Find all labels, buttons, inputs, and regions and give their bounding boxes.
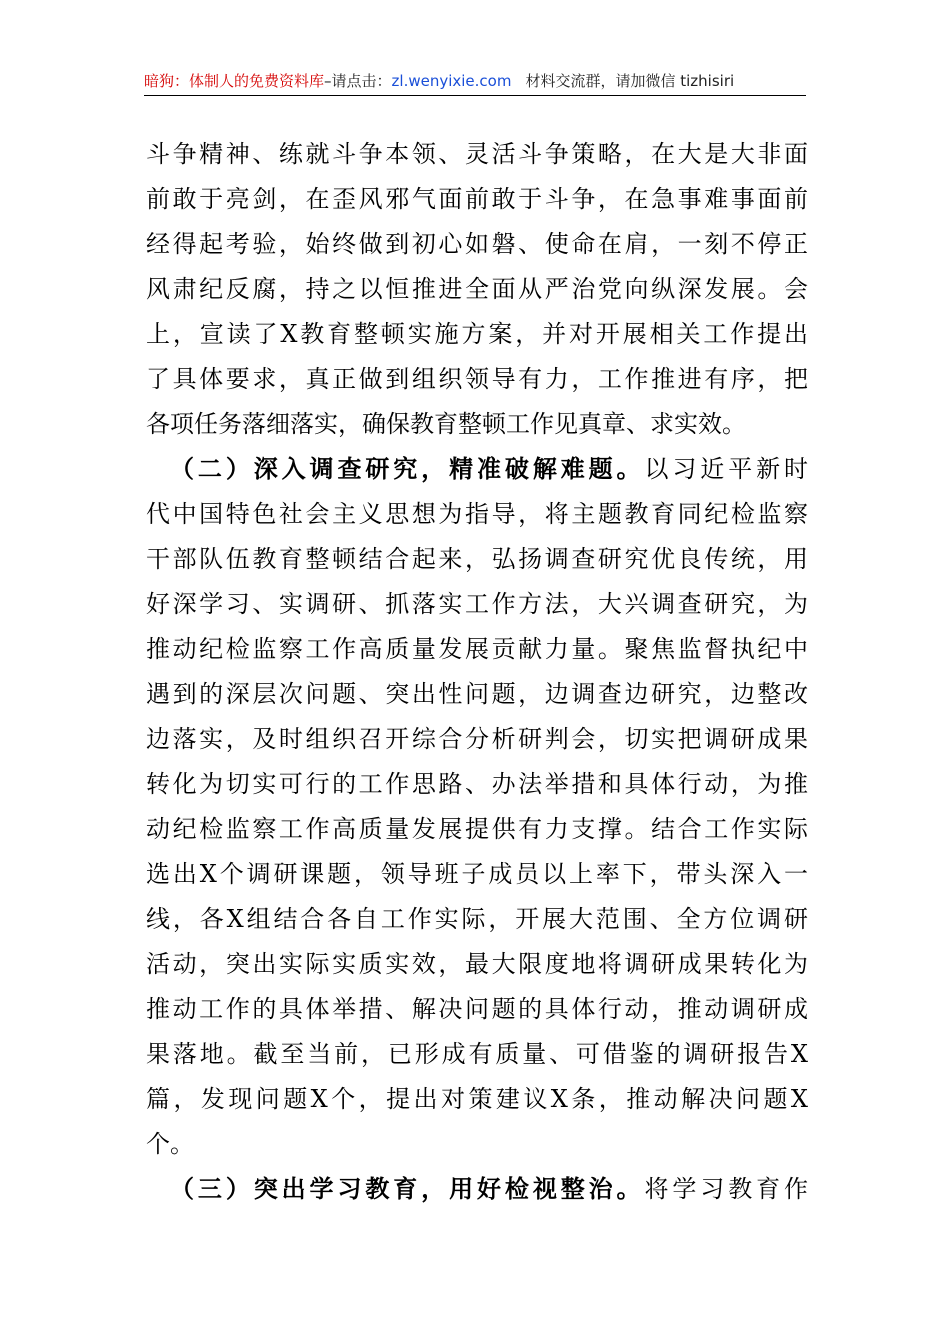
body-line: 各项任务落细落实，确保教育整顿工作见真章、求实效。 bbox=[146, 410, 746, 438]
body-line: 风肃纪反腐，持之以恒推进全面从严治党向纵深发展。会 bbox=[146, 275, 808, 303]
section-2-first-line bbox=[170, 447, 808, 491]
section-3-first-line bbox=[170, 1167, 808, 1211]
document-header bbox=[144, 70, 806, 96]
body-line: 好深学习、实调研、抓落实工作方法，大兴调查研究，为 bbox=[146, 590, 808, 618]
body-line: 活动，突出实际实质实效，最大限度地将调研成果转化为 bbox=[146, 950, 808, 978]
body-line: 干部队伍教育整顿结合起来，弘扬调查研究优良传统，用 bbox=[146, 545, 808, 573]
body-line: 选出X个调研课题，领导班子成员以上率下，带头深入一 bbox=[146, 860, 808, 888]
body-line: 遇到的深层次问题、突出性问题，边调查边研究，边整改 bbox=[146, 680, 808, 708]
body-line: 个。 bbox=[146, 1130, 194, 1158]
body-line: 经得起考验，始终做到初心如磐、使命在肩，一刻不停正 bbox=[146, 230, 808, 258]
section-3-text-start: 将学习教育作 bbox=[644, 1175, 809, 1203]
body-line: 转化为切实可行的工作思路、办法举措和具体行动，为推 bbox=[146, 770, 808, 798]
body-line: 推动纪检监察工作高质量发展贡献力量。聚焦监督执纪中 bbox=[146, 635, 808, 663]
section-3-heading: （三）突出学习教育，用好检视整治。 bbox=[170, 1174, 645, 1203]
site-name: 暗狗：体制人的免费资料库 bbox=[144, 72, 325, 90]
site-url-link[interactable]: zl.wenyixie.com bbox=[391, 72, 512, 90]
body-line: 前敢于亮剑，在歪风邪气面前敢于斗争，在急事难事面前 bbox=[146, 185, 808, 213]
body-line: 推动工作的具体举措、解决问题的具体行动，推动调研成 bbox=[146, 995, 808, 1023]
body-line: 果落地。截至当前，已形成有质量、可借鉴的调研报告X bbox=[146, 1040, 808, 1068]
body-line: 动纪检监察工作高质量发展提供有力支撑。结合工作实际 bbox=[146, 815, 808, 843]
header-divider bbox=[144, 95, 806, 96]
body-line: 边落实，及时组织召开综合分析研判会，切实把调研成果 bbox=[146, 725, 808, 753]
click-prefix: –请点击： bbox=[324, 72, 392, 90]
body-line: 斗争精神、练就斗争本领、灵活斗争策略，在大是大非面 bbox=[146, 140, 808, 168]
group-contact-text: 材料交流群，请加微信 tizhisiri bbox=[525, 72, 735, 90]
section-2-heading: （二）深入调查研究，精准破解难题。 bbox=[170, 454, 645, 483]
section-2-text-start: 以习近平新时 bbox=[644, 455, 809, 483]
body-line: 上，宣读了X教育整顿实施方案，并对开展相关工作提出 bbox=[146, 320, 808, 348]
body-line: 线，各X组结合各自工作实际，开展大范围、全方位调研 bbox=[146, 905, 808, 933]
body-line: 代中国特色社会主义思想为指导，将主题教育同纪检监察 bbox=[146, 500, 808, 528]
body-line: 了具体要求，真正做到组织领导有力，工作推进有序，把 bbox=[146, 365, 808, 393]
body-line: 篇，发现问题X个，提出对策建议X条，推动解决问题X bbox=[146, 1085, 808, 1113]
